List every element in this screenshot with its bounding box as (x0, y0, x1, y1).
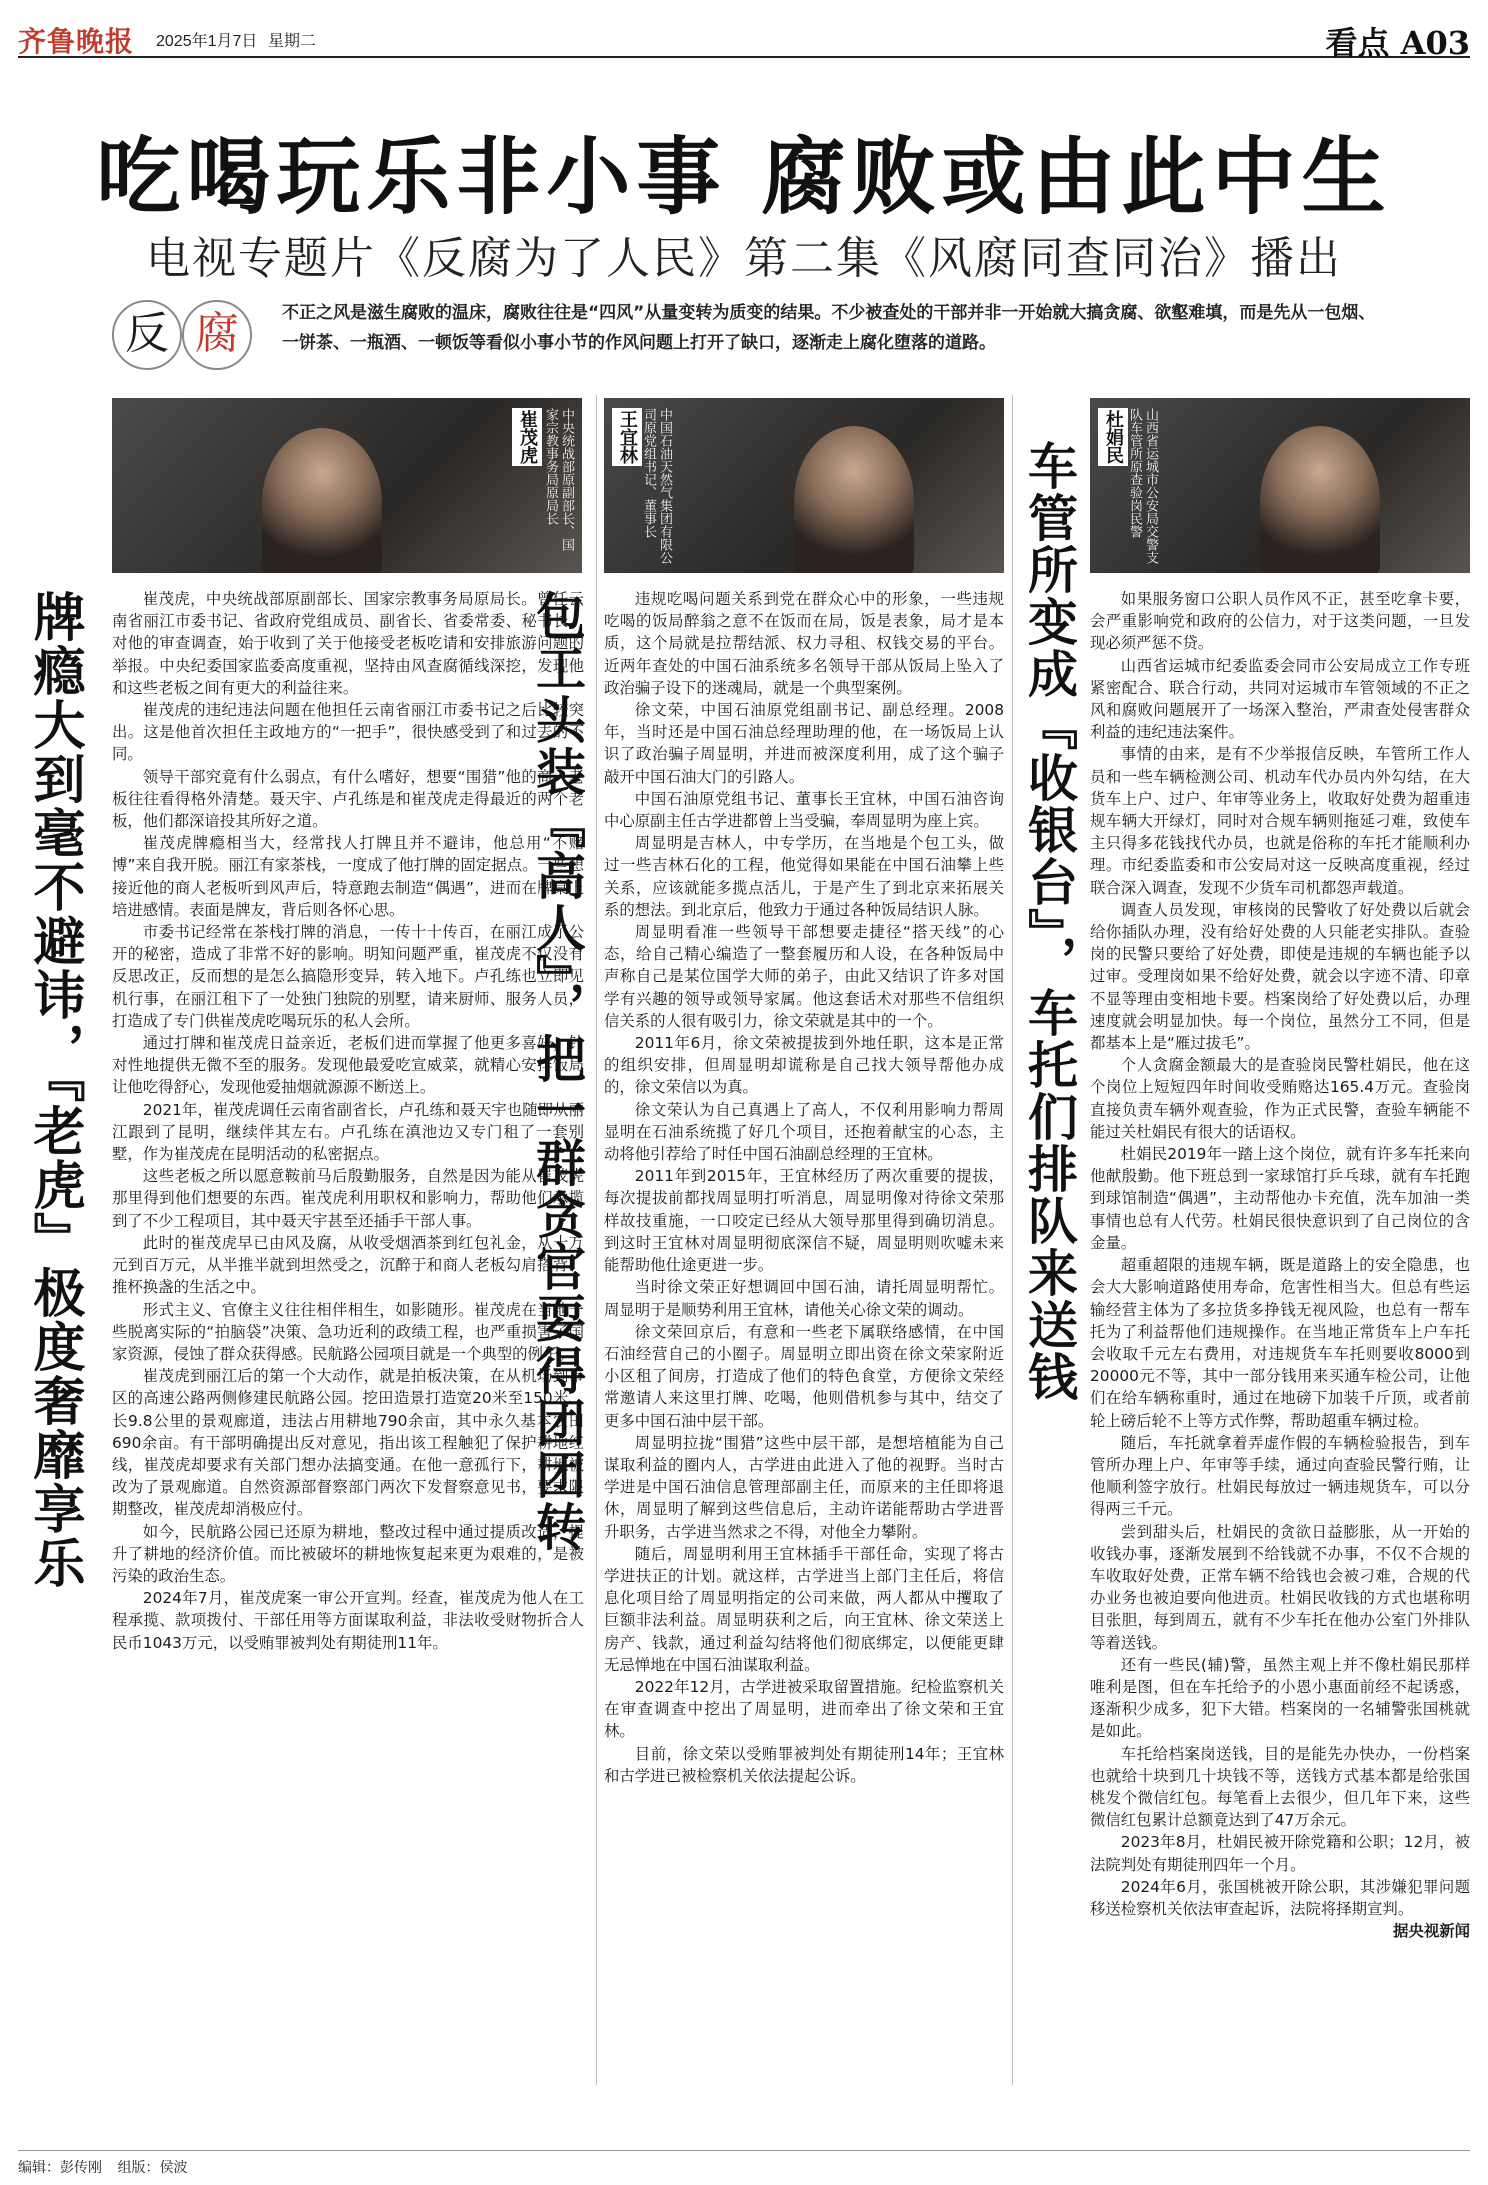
person-silhouette (1260, 426, 1380, 573)
editor-credit: 编辑：彭传刚 (18, 2159, 102, 2175)
anticorruption-icon (112, 292, 272, 374)
paragraph: 徐文荣认为自己真遇上了高人，不仅利用影响力帮周显明在石油系统揽了好几个项目，还抱着献宝的心态，主动将他引荐给了时任中国石油副总经理的王宜林。 (604, 1100, 1004, 1164)
paragraph: 当时徐文荣正好想调回中国石油，请托周显明帮忙。周显明于是顺势利用王宜林，请他关心徐文荣的调动。 (604, 1278, 1004, 1319)
paragraph: 随后，周显明利用王宜林插手干部任命，实现了将古学进扶正的计划。就这样，古学进当上部门主任后，将信息化项目给了周显明指定的公司来做，两人都从中攫取了巨额非法利益。周显明获利之后，向王宜林、徐文荣送上房产、钱款，通过利益勾结将他们彻底绑定，以便能更肆无忌惮地在中国石油谋取利益。 (604, 1544, 1004, 1674)
layout-credit: 组版：侯波 (117, 2159, 188, 2175)
intro-box (112, 292, 1382, 374)
paragraph: 杜娟民2019年一踏上这个岗位，就有许多车托来向他献殷勤。他下班总到一家球馆打乒乓球，就有车托跑到球馆制造“偶遇”，主动帮他办卡充值，洗车加油一类事情也总有人代劳。杜娟民很快意识到了自己岗位的含金量。 (1090, 1145, 1470, 1252)
paragraph: 徐文荣，中国石油原党组副书记、副总经理。2008年，当时还是中国石油总经理助理的他，在一场饭局上认识了政治骗子周显明，并进而被深度利用，成了这个骗子敲开中国石油大门的引路人。 (604, 701, 1004, 786)
photo-cui-maohu (112, 398, 582, 573)
column-divider (596, 395, 597, 2085)
photo-caption: 中国石油天然气集团有限公司原党组书记、董事长 (641, 408, 672, 564)
paragraph: 崔茂虎到丽江后的第一个大动作，就是拍板决策，在从机场到市区的高速公路两侧修建民航路公园。挖田造景打造宽20米至150米、长9.8公里的景观廊道，违法占用耕地790余亩，其中永久基本农田690余亩。有干部明确提出反对意见，指出该工程触犯了保护耕地红线，崔茂虎却要求有关部门想办法搞变通。在他一意孤行下，耕地被改为了景观廊道。自然资源部督察部门两次下发督察意见书，要求限期整改，崔茂虎却消极应付。 (112, 1367, 584, 1519)
paragraph: 周显明拉拢“围猎”这些中层干部，是想培植能为自己谋取利益的圈内人，古学进由此进入了他的视野。当时古学进是中国石油信息管理部副主任，而原来的主任即将退休，周显明了解到这些信息后，主动许诺能帮助古学进晋升职务，古学进当然求之不得，对他全力攀附。 (604, 1433, 1004, 1541)
person-silhouette (794, 426, 914, 573)
paragraph: 2024年6月，张国桃被开除公职，其涉嫌犯罪问题移送检察机关依法审查起诉，法院将择期宣判。 (1090, 1877, 1470, 1918)
column-divider (1012, 395, 1013, 2085)
paragraph: 2023年8月，杜娟民被开除党籍和公职；12月，被法院判处有期徒刑四年一个月。 (1090, 1833, 1470, 1874)
paragraph: 超重超限的违规车辆，既是道路上的安全隐患，也会大大影响道路使用寿命，危害性相当大。但总有些运输经营主体为了多拉货多挣钱无视风险，也总有一帮车托为了利益帮他们违规操作。在当地正常货车上户车托会收取千元左右费用，对违规货车车托则要收8000到20000元不等，其中一部分钱用来买通车检公司，让他们在给车辆称重时，通过在地磅下加装千斤顶，或者前轮上磅后轮不上等方式作弊，帮助超重车辆过检。 (1090, 1256, 1470, 1430)
paragraph: 市委书记经常在茶栈打牌的消息，一传十十传百，在丽江成了公开的秘密，造成了非常不好的影响。明知问题严重，崔茂虎不仅没有反思改正，反而想的是怎么搞隐形变异，转入地下。卢孔练也立即见机行事，在丽江租下了一处独门独院的别墅，请来厨师、服务人员，打造成了专门供崔茂虎吃喝玩乐的私人会所。 (112, 923, 584, 1030)
intro-icon-char-1: 反 (112, 300, 182, 370)
paragraph: 形式主义、官僚主义往往相伴相生，如影随形。崔茂虎在当地一些脱离实际的“拍脑袋”决策、急功近利的政绩工程，也严重损害了国家资源，侵蚀了群众获得感。民航路公园项目就是一个典型的例子。 (112, 1300, 584, 1363)
paragraph: 目前，徐文荣以受贿罪被判处有期徒刑14年；王宜林和古学进已被检察机关依法提起公诉。 (604, 1744, 1004, 1785)
article-source: 据央视新闻 (1393, 1922, 1470, 1941)
article-body-1 (112, 588, 587, 1654)
paragraph: 崔茂虎，中央统战部原副部长、国家宗教事务局原局长。曾任云南省丽江市委书记、省政府党组成员、副省长、省委常委、秘书长。对他的审查调查，始于收到了关于他接受老板吃请和安排旅游问题的举报。中央纪委国家监委高度重视，坚持由风查腐循线深挖，发现他和这些老板之间有更大的利益往来。 (112, 590, 584, 697)
article-body-2 (604, 588, 1004, 1787)
paragraph: 个人贪腐金额最大的是查验岗民警杜娟民，他在这个岗位上短短四年时间收受贿赂达165.4万元。查验岗直接负责车辆外观查验，作为正式民警，查验车辆能不能过关杜娟民有很大的话语权。 (1090, 1056, 1470, 1141)
photo-name: 崔茂虎 (512, 408, 542, 466)
paragraph: 通过打牌和崔茂虎日益亲近，老板们进而掌握了他更多喜好，针对性地提供无微不至的服务。发现他最爱吃宣威菜，就精心安排饭局让他吃得舒心，发现他爱抽烟就源源不断送上。 (112, 1034, 584, 1097)
photo-name: 王宜林 (612, 408, 642, 466)
section-label: 看点 A03 (1325, 24, 1470, 62)
subheadline: 电视专题片《反腐为了人民》第二集《风腐同查同治》播出 (146, 233, 1342, 284)
paragraph: 尝到甜头后，杜娟民的贪欲日益膨胀，从一开始的收钱办事，逐渐发展到不给钱就不办事，不仅不合规的车收取好处费，正常车辆不给钱也会被刁难，合规的代办业务也被迫要向他进贡。杜娟民收钱的方式也堪称明目张胆，每到周五，就有不少车托在他办公室门外排队等着送钱。 (1090, 1522, 1470, 1652)
photo-wang-yilin (604, 398, 1004, 573)
paragraph: 2024年7月，崔茂虎案一审公开宣判。经查，崔茂虎为他人在工程承揽、款项拨付、干部任用等方面谋取利益，非法收受财物折合人民币1043万元，以受贿罪被判处有期徒刑11年。 (112, 1589, 584, 1652)
issue-date: 2025年1月7日 (156, 33, 258, 50)
photo-caption: 中央统战部原副部长、国家宗教事务局原局长 (543, 408, 574, 551)
paragraph: 周显明是吉林人，中专学历，在当地是个包工头，做过一些吉林石化的工程，他觉得如果能在中国石油攀上些关系，应该就能多揽点活儿，于是产生了到北京来拓展关系的想法。到北京后，他致力于通过各种饭局结识人脉。 (604, 834, 1004, 919)
paragraph: 2021年，崔茂虎调任云南省副省长，卢孔练和聂天宇也随即从丽江跟到了昆明，继续伴其左右。卢孔练在滇池边又专门租了一套别墅，作为崔茂虎在昆明活动的私密据点。 (112, 1100, 584, 1164)
paragraph: 2022年12月，古学进被采取留置措施。纪检监察机关在审查调查中挖出了周显明，进而牵出了徐文荣和王宜林。 (604, 1677, 1004, 1741)
paragraph: 如果服务窗口公职人员作风不正，甚至吃拿卡要，会严重影响党和政府的公信力，对于这类问题，一旦发现必须严惩不贷。 (1090, 590, 1470, 653)
paragraph: 车托给档案岗送钱，目的是能先办快办，一份档案也就给十块到几十块钱不等，送钱方式基本都是给张国桃发个微信红包。每笔看上去很少，但几年下来，这些微信红包累计总额竟达到了47万余元。 (1090, 1744, 1470, 1830)
photo-name: 杜娟民 (1098, 408, 1128, 466)
paragraph: 中国石油原党组书记、董事长王宜林，中国石油咨询中心原副主任古学进都曾上当受骗，奉周显明为座上宾。 (604, 789, 1004, 831)
intro-text: 不正之风是滋生腐败的温床，腐败往往是“四风”从量变转为质变的结果。不少被查处的干部并非一开始就大搞贪腐、欲壑难填，而是先从一包烟、一饼茶、一瓶酒、一顿饭等看似小事小节的作风问题上打开了缺口，逐渐走上腐化堕落的道路。 (282, 303, 1376, 353)
paragraph: 徐文荣回京后，有意和一些老下属联络感情，在中国石油经营自己的小圈子。周显明立即出资在徐文荣家附近小区租了间房，打造成了他们的特色食堂，方便徐文荣经常邀请人来这里打牌、吃喝，他则借机参与其中，结交了更多中国石油中层干部。 (604, 1322, 1004, 1430)
paragraph: 周显明看准一些领导干部想要走捷径“搭天线”的心态，给自己精心编造了一整套履历和人设，在各种饭局中声称自己是某位国学大师的弟子，由此又结识了许多对国学有兴趣的领导或领导家属。他这套话术对那些不信组织信关系的人很有吸引力，徐文荣就是其中的一个。 (604, 923, 1004, 1030)
article-body-3 (1090, 588, 1470, 1942)
paragraph: 2011年到2015年，王宜林经历了两次重要的提拔，每次提拔前都找周显明打听消息，周显明像对待徐文荣那样故技重施，一口咬定已经从大领导那里得到确切消息。到这时王宜林对周显明彻底深信不疑，周显明则吹嘘未来能帮助他仕途更进一步。 (604, 1167, 1004, 1275)
photo-caption: 山西省运城市公安局交警支队车管所原查验岗民警 (1127, 408, 1158, 564)
paragraph: 领导干部究竟有什么弱点，有什么嗜好，想要“围猎”他的商人老板往往看得格外清楚。聂天宇、卢孔练是和崔茂虎走得最近的两个老板，他们都深谙投其所好之道。 (112, 767, 584, 831)
paragraph: 违规吃喝问题关系到党在群众心中的形象，一些违规吃喝的饭局醉翁之意不在饭而在局，饭是表象，局才是本质，这个局就是拉帮结派、权力寻租、权钱交易的平台。近两年查处的中国石油系统多名领导干部从饭局上坠入了政治骗子设下的迷魂局，就是一个典型案例。 (604, 590, 1004, 697)
paragraph: 随后，车托就拿着弄虚作假的车辆检验报告，到车管所办理上户、年审等手续，通过向查验民警行贿，让他顺利签字放行。杜娟民每放过一辆违规货车，可以分得两三千元。 (1090, 1433, 1470, 1519)
paragraph: 此时的崔茂虎早已由风及腐，从收受烟酒茶到红包礼金，从十万元到百万元，从半推半就到坦然受之，沉醉于和商人老板勾肩搭背、推杯换盏的生活之中。 (112, 1233, 584, 1297)
paragraph: 事情的由来，是有不少举报信反映，车管所工作人员和一些车辆检测公司、机动车代办员内外勾结，在大货车上户、过户、年审等业务上，收取好处费为超重违规车辆大开绿灯，同时对合规车辆则拖延刁难，致使车主只得多花钱找代办员，也就是俗称的车托才能顺利办理。市纪委监委和市公安局对这一反映高度重视，经过联合深入调查，发现不少货车司机都怨声载道。 (1090, 745, 1470, 897)
paragraph: 山西省运城市纪委监委会同市公安局成立工作专班紧密配合、联合行动，共同对运城市车管领域的不正之风和腐败问题展开了一场深入整治，严肃查处侵害群众利益的违纪违法案件。 (1090, 656, 1470, 742)
article-title-2: 包工头装『高人』，把一群贪官耍得团团转 (528, 590, 587, 1553)
article-title-3: 车管所变成『收银台』，车托们排队来送钱 (1020, 440, 1079, 1403)
paragraph: 如今，民航路公园已还原为耕地，整改过程中通过提质改造，提升了耕地的经济价值。而比被破坏的耕地恢复起来更为艰难的，是被污染的政治生态。 (112, 1522, 584, 1585)
page-footer (18, 2150, 1470, 2177)
paragraph: 2011年6月，徐文荣被提拔到外地任职，这本是正常的组织安排，但周显明却谎称是自己找大领导帮他办成的，徐文荣信以为真。 (604, 1034, 1004, 1097)
paragraph: 还有一些民(辅)警，虽然主观上并不像杜娟民那样唯利是图，但在车托给予的小恩小惠面前经不起诱惑，逐渐积少成多，犯下大错。档案岗的一名辅警张国桃就是如此。 (1090, 1655, 1470, 1741)
paragraph: 这些老板之所以愿意鞍前马后殷勤服务，自然是因为能从崔茂虎那里得到他们想要的东西。崔茂虎利用职权和影响力，帮助他们承揽到了不少工程项目，其中聂天宇甚至还插手干部人事。 (112, 1167, 584, 1230)
paragraph: 调查人员发现，审核岗的民警收了好处费以后就会给你插队办理，没有给好处费的人只能老实排队。查验岗的民警只要给了好处费，即使是违规的车辆也能予以过审。受理岗如果不给好处费，就会以字迹不清、印章不显等理由变相地卡要。档案岗给了好处费以后，办理速度就会明显加快。每一个岗位，虽然分工不同，但是都基本上是“雁过拔毛”。 (1090, 900, 1470, 1053)
paragraph: 崔茂虎的违纪违法问题在他担任云南省丽江市委书记之后比较突出。这是他首次担任主政地方的“一把手”，很快感受到了和过去的不同。 (112, 701, 584, 764)
headline: 吃喝玩乐非小事 腐败或由此中生 (96, 127, 1392, 226)
paragraph: 崔茂虎牌瘾相当大，经常找人打牌且并不避讳，他总用“不赌博”来自我开脱。丽江有家茶栈，一度成了他打牌的固定据点。一些想接近他的商人老板听到风声后，特意跑去制造“偶遇”，进而在牌桌上培进感情。表面是牌友，背后则各怀心思。 (112, 834, 584, 919)
article-title-1: 牌瘾大到毫不避讳，『老虎』极度奢靡享乐 (24, 590, 85, 1590)
masthead (18, 18, 1470, 62)
photo-du-juanmin (1090, 398, 1470, 573)
intro-icon-char-2: 腐 (182, 300, 252, 370)
issue-weekday: 星期二 (268, 33, 317, 50)
newspaper-logo: 齐鲁晚报 (18, 25, 135, 58)
person-silhouette (262, 428, 382, 573)
